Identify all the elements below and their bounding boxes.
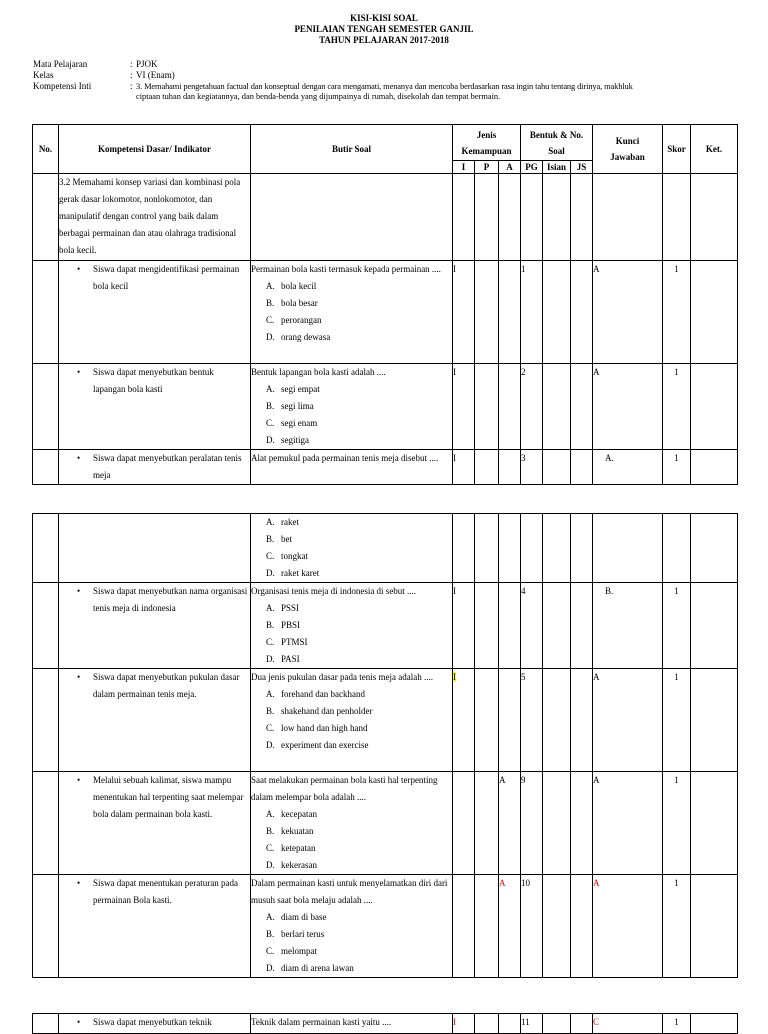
col-p: P — [475, 161, 499, 174]
option — [251, 312, 452, 329]
ability-a — [499, 450, 521, 485]
option-text: PTMSI — [281, 637, 308, 647]
ability-i — [453, 261, 475, 364]
note — [691, 364, 738, 450]
table-row — [33, 450, 738, 485]
row-no — [33, 875, 59, 978]
option-text: kekerasan — [281, 860, 317, 870]
table-row — [33, 669, 738, 772]
option — [251, 617, 452, 634]
indicator — [59, 261, 250, 295]
question-text: Alat pemukul pada permainan tenis meja disebut .... — [251, 453, 439, 463]
score — [663, 583, 691, 669]
option — [251, 432, 452, 449]
form-pg: 1 — [521, 261, 543, 364]
row-no — [33, 364, 59, 450]
core-value-2: ciptaan tuhan dan kegiatannya, dan benda-benda yang dijumpainya di rumah, disekolah dan tempat bermain. — [136, 92, 501, 101]
option — [251, 840, 452, 857]
option-letter: B. — [266, 534, 275, 544]
option-letter: A. — [266, 689, 275, 699]
ability-a — [499, 669, 521, 772]
ability-i — [453, 772, 475, 875]
option — [251, 806, 452, 823]
option-letter: C. — [266, 946, 275, 956]
question-cell — [251, 261, 453, 364]
doc-title-2: PENILAIAN TENGAH SEMESTER GANJIL — [294, 24, 474, 34]
ability-a — [499, 583, 521, 669]
option-letter: C. — [266, 843, 275, 853]
option-letter: C. — [266, 723, 275, 733]
option — [251, 295, 452, 312]
indicator — [59, 875, 250, 909]
option-text: experiment dan exercise — [281, 740, 369, 750]
form-js — [571, 450, 593, 485]
bullet-icon: • — [77, 453, 81, 463]
bullet-icon: • — [77, 1017, 81, 1027]
option-letter: C. — [266, 551, 275, 561]
score — [663, 450, 691, 485]
note — [691, 261, 738, 364]
bullet-icon: • — [77, 672, 81, 682]
score — [663, 669, 691, 772]
option — [251, 909, 452, 926]
row-no — [33, 772, 59, 875]
doc-title-1: KISI-KISI SOAL — [350, 13, 418, 23]
indicator — [59, 1014, 250, 1031]
row-no — [33, 450, 59, 485]
score-value: 1 — [674, 775, 679, 785]
col-bentuk-l1: Bentuk & No. — [529, 129, 584, 140]
indicator-text: Siswa dapat menyebutkan teknik — [93, 1017, 212, 1027]
ability-a-value: A — [499, 775, 506, 785]
table-row — [33, 875, 738, 978]
form-pg: 11 — [521, 1014, 543, 1034]
option-letter: B. — [266, 298, 275, 308]
indicator — [59, 450, 250, 484]
answer-key — [593, 261, 663, 364]
option-letter: B. — [266, 826, 275, 836]
table-row — [33, 261, 738, 364]
col-ket: Ket. — [691, 125, 738, 174]
indicator — [59, 364, 250, 398]
option-letter: B. — [266, 401, 275, 411]
option-text: orang dewasa — [281, 332, 331, 342]
question-cell — [251, 514, 453, 583]
col-pg: PG — [521, 161, 543, 174]
option-text: berlari terus — [281, 929, 325, 939]
option-text: segitiga — [281, 435, 309, 445]
bullet-icon: • — [77, 367, 81, 377]
question-cell — [251, 669, 453, 772]
option — [251, 565, 452, 582]
class-value: VI (Enam) — [136, 70, 175, 80]
score-value: 1 — [674, 264, 679, 274]
indicator-text: Melalui sebuah kalimat, siswa mampu menentukan hal terpenting saat melempar bola dalam permainan bola kasti. — [93, 775, 244, 819]
col-kunci — [593, 125, 663, 174]
form-isian — [543, 261, 571, 364]
option-letter: D. — [266, 740, 275, 750]
bullet-icon: • — [77, 264, 81, 274]
form-pg: 3 — [521, 450, 543, 485]
option — [251, 703, 452, 720]
col-no: No. — [33, 125, 59, 174]
kd-text: 3.2 Memahami konsep variasi dan kombinasi pola gerak dasar lokomotor, nonlokomotor, dan manipulatif dengan control yang baik dalam berbagai permainan dan atau olahraga tradisional bola kecil. — [59, 174, 251, 261]
score — [663, 261, 691, 364]
answer-key — [593, 772, 663, 875]
score — [663, 514, 691, 583]
option-text: bet — [281, 534, 292, 544]
option — [251, 634, 452, 651]
answer-key — [593, 514, 663, 583]
table-row — [33, 514, 738, 583]
form-pg — [521, 514, 543, 583]
option-text: raket — [281, 517, 299, 527]
option-letter: D. — [266, 332, 275, 342]
ability-i-value: I — [453, 367, 456, 377]
form-pg: 10 — [521, 875, 543, 978]
option — [251, 381, 452, 398]
question-text: Teknik dalam permainan kasti yaitu .... — [251, 1017, 392, 1027]
option-text: bola kecil — [281, 281, 317, 291]
ability-i-value: I — [453, 672, 456, 682]
ability-a-value: A — [499, 878, 506, 888]
indicator-cell — [59, 669, 251, 772]
indicator-cell — [59, 364, 251, 450]
note — [691, 772, 738, 875]
ability-i-value: I — [453, 1017, 456, 1027]
option-text: diam di arena lawan — [281, 963, 354, 973]
option-text: ketepatan — [281, 843, 316, 853]
option-text: kekuatan — [281, 826, 314, 836]
option-letter: A. — [266, 912, 275, 922]
ability-i — [453, 669, 475, 772]
score-value: 1 — [674, 1017, 679, 1027]
question-text: Organisasi tenis meja di indonesia di sebut .... — [251, 586, 417, 596]
option — [251, 398, 452, 415]
option-letter: D. — [266, 860, 275, 870]
option-letter: A. — [266, 281, 275, 291]
indicator-text: Siswa dapat menyebutkan peralatan tenis meja — [93, 453, 242, 480]
option — [251, 514, 452, 531]
form-js — [571, 261, 593, 364]
subject-label: Mata Pelajaran — [33, 59, 88, 69]
answer-key-value: A — [593, 878, 600, 888]
indicator-cell — [59, 450, 251, 485]
form-isian — [543, 450, 571, 485]
form-pg: 4 — [521, 583, 543, 669]
score — [663, 364, 691, 450]
bullet-icon: • — [77, 586, 81, 596]
col-bentuk-l2: Soal — [548, 145, 565, 156]
indicator-text: Siswa dapat menentukan peraturan pada permainan Bola kasti. — [93, 878, 238, 905]
question-cell — [251, 772, 453, 875]
core-sep: : — [130, 81, 133, 91]
option-text: perorangan — [281, 315, 322, 325]
form-js — [571, 772, 593, 875]
score-value: 1 — [674, 453, 679, 463]
question-cell — [251, 364, 453, 450]
option-letter: D. — [266, 654, 275, 664]
ability-p — [475, 514, 499, 583]
indicator — [59, 583, 250, 617]
ability-i-value: I — [453, 453, 456, 463]
option-letter: A. — [266, 603, 275, 613]
core-label: Kompetensi Inti — [33, 81, 92, 91]
doc-title-3: TAHUN PELAJARAN 2017-2018 — [319, 35, 449, 45]
note — [691, 875, 738, 978]
note — [691, 450, 738, 485]
option — [251, 600, 452, 617]
form-js — [571, 514, 593, 583]
option-letter: A. — [266, 517, 275, 527]
grid-table-page-1 — [32, 124, 738, 485]
answer-key — [593, 450, 663, 485]
option-text: melompat — [281, 946, 317, 956]
option — [251, 857, 452, 874]
row-no — [33, 669, 59, 772]
form-isian — [543, 514, 571, 583]
form-isian — [543, 875, 571, 978]
col-bentuk — [521, 125, 593, 161]
option — [251, 548, 452, 565]
question-cell — [251, 450, 453, 485]
col-skor: Skor — [663, 125, 691, 174]
col-kunci-l1: Kunci — [615, 136, 640, 146]
option-text: bola besar — [281, 298, 318, 308]
option-text: PSSI — [281, 603, 300, 613]
option — [251, 278, 452, 295]
table-row-kd — [33, 174, 738, 261]
option-letter: B. — [266, 620, 275, 630]
answer-key-value: A — [593, 775, 600, 785]
option-text: segi enam — [281, 418, 318, 428]
option-letter: A. — [266, 384, 275, 394]
col-isian: Isian — [543, 161, 571, 174]
answer-key-value: A — [593, 264, 600, 274]
score-value: 1 — [674, 586, 679, 596]
indicator-text: Siswa dapat menyebutkan nama organisasi tenis meja di indonesia — [93, 586, 248, 613]
col-i: I — [453, 161, 475, 174]
ability-a — [499, 772, 521, 875]
answer-key-value: C — [593, 1017, 600, 1027]
answer-key-value: A — [593, 672, 600, 682]
core-value-1: 3. Memahami pengetahuan factual dan konseptual dengan cara mengamati, menanya dan mencoba berdasarkan rasa ingin tahu tentang dirinya, makhluk — [136, 82, 633, 91]
form-isian — [543, 772, 571, 875]
answer-key-value: A. — [605, 453, 614, 463]
option — [251, 415, 452, 432]
option — [251, 531, 452, 548]
form-js — [571, 875, 593, 978]
col-jenis-l1: Jenis — [476, 129, 497, 140]
table-row — [33, 772, 738, 875]
class-sep: : — [130, 70, 133, 80]
option-text: raket karet — [281, 568, 320, 578]
col-kd: Kompetensi Dasar/ Indikator — [59, 125, 251, 174]
option-letter: A. — [266, 809, 275, 819]
score-value: 1 — [674, 878, 679, 888]
form-pg: 9 — [521, 772, 543, 875]
class-label: Kelas — [33, 70, 54, 80]
option — [251, 329, 452, 346]
option — [251, 926, 452, 943]
subject-value: PJOK — [136, 59, 158, 69]
indicator-cell — [59, 875, 251, 978]
ability-i-value: I — [453, 264, 456, 274]
option-letter: C. — [266, 418, 275, 428]
form-pg: 2 — [521, 364, 543, 450]
option — [251, 823, 452, 840]
ability-a — [499, 364, 521, 450]
ability-i — [453, 875, 475, 978]
form-js — [571, 364, 593, 450]
option-text: segi lima — [281, 401, 314, 411]
option-text: forehand dan backhand — [281, 689, 365, 699]
bullet-icon: • — [77, 878, 81, 888]
col-js: JS — [571, 161, 593, 174]
form-js — [571, 583, 593, 669]
ability-a — [499, 514, 521, 583]
score — [663, 875, 691, 978]
ability-p — [475, 669, 499, 772]
ability-p — [475, 450, 499, 485]
answer-key-value: A — [593, 367, 600, 377]
row-no — [33, 261, 59, 364]
ability-i — [453, 364, 475, 450]
indicator — [59, 772, 250, 823]
option-letter: C. — [266, 315, 275, 325]
col-kunci-l2: Jawaban — [610, 152, 645, 162]
score-value: 1 — [674, 672, 679, 682]
note — [691, 669, 738, 772]
option-text: diam di base — [281, 912, 327, 922]
grid-table-page-2 — [32, 513, 738, 978]
ability-p — [475, 261, 499, 364]
form-isian — [543, 364, 571, 450]
row-no — [33, 514, 59, 583]
option-letter: B. — [266, 706, 275, 716]
row-no — [33, 583, 59, 669]
answer-key-value: B. — [605, 586, 614, 596]
score — [663, 772, 691, 875]
col-jenis — [453, 125, 521, 161]
ability-i — [453, 514, 475, 583]
option — [251, 960, 452, 977]
answer-key — [593, 669, 663, 772]
ability-a — [499, 875, 521, 978]
option — [251, 651, 452, 668]
ability-i — [453, 450, 475, 485]
option-letter: C. — [266, 637, 275, 647]
option-letter: D. — [266, 963, 275, 973]
note — [691, 514, 738, 583]
indicator-cell — [59, 514, 251, 583]
form-isian — [543, 583, 571, 669]
indicator-cell — [59, 772, 251, 875]
answer-key — [593, 583, 663, 669]
option-text: shakehand dan penholder — [281, 706, 373, 716]
option-text: tongkat — [281, 551, 308, 561]
col-a: A — [499, 161, 521, 174]
col-butir: Butir Soal — [251, 125, 453, 174]
option-letter: D. — [266, 568, 275, 578]
question-text: Permainan bola kasti termasuk kepada permainan .... — [251, 264, 441, 274]
score-value: 1 — [674, 367, 679, 377]
question-text: Bentuk lapangan bola kasti adalah .... — [251, 367, 386, 377]
answer-key — [593, 875, 663, 978]
bullet-icon: • — [77, 775, 81, 785]
question-text: Dua jenis pukulan dasar pada tenis meja adalah .... — [251, 672, 433, 682]
answer-key — [593, 364, 663, 450]
indicator — [59, 669, 250, 703]
ability-p — [475, 772, 499, 875]
indicator-text: Siswa dapat menyebutkan bentuk lapangan bola kasti — [93, 367, 214, 394]
indicator-text: Siswa dapat mengidentifikasi permainan bola kecil — [93, 264, 240, 291]
note — [691, 583, 738, 669]
ability-p — [475, 364, 499, 450]
option — [251, 686, 452, 703]
indicator-cell — [59, 583, 251, 669]
form-isian — [543, 669, 571, 772]
form-js — [571, 669, 593, 772]
option-text: PASI — [281, 654, 300, 664]
option-text: PBSI — [281, 620, 301, 630]
option-text: segi empat — [281, 384, 320, 394]
option-letter: D. — [266, 435, 275, 445]
col-jenis-l2: Kemampuan — [461, 145, 512, 156]
question-text: Saat melakukan permainan bola kasti hal terpenting dalam melempar bola adalah .... — [251, 775, 438, 802]
ability-i-value: I — [453, 586, 456, 596]
option — [251, 943, 452, 960]
ability-a — [499, 261, 521, 364]
option-text: low hand dan high hand — [281, 723, 368, 733]
subject-sep: : — [130, 59, 133, 69]
option — [251, 737, 452, 754]
option-text: kecepatan — [281, 809, 317, 819]
ability-p — [475, 583, 499, 669]
ability-i — [453, 583, 475, 669]
ability-p — [475, 875, 499, 978]
table-row — [33, 364, 738, 450]
table-row — [33, 583, 738, 669]
question-cell — [251, 583, 453, 669]
option-letter: B. — [266, 929, 275, 939]
option — [251, 720, 452, 737]
question-text: Dalam permainan kasti untuk menyelamatkan diri dari musuh saat bola melaju adalah .... — [251, 878, 448, 905]
form-pg: 5 — [521, 669, 543, 772]
question-cell — [251, 875, 453, 978]
indicator-text: Siswa dapat menyebutkan pukulan dasar dalam permainan tenis meja. — [93, 672, 240, 699]
indicator-cell — [59, 261, 251, 364]
